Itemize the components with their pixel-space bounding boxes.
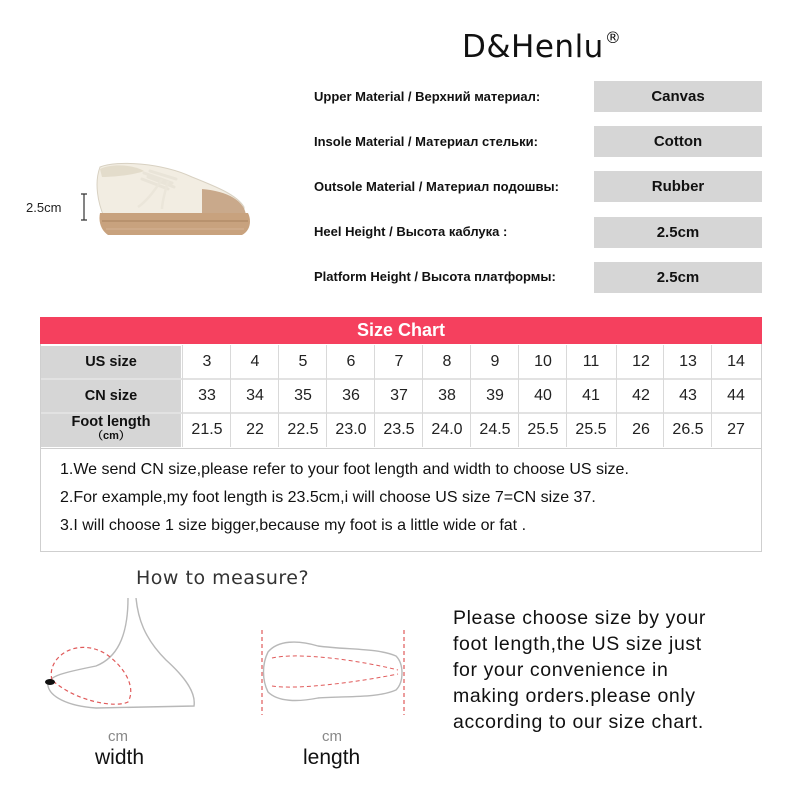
column-divider: [182, 345, 183, 447]
size-cell: 11: [582, 353, 600, 370]
size-advice: [453, 605, 773, 735]
heel-height-label: 2.5cm: [26, 200, 62, 215]
size-cell: 6: [346, 353, 356, 370]
foot-width-diagram: [36, 598, 206, 718]
size-cell: 4: [250, 353, 260, 370]
spec-label-insole: Insole Material / Материал стельки:: [314, 134, 538, 149]
column-divider: [663, 345, 664, 447]
spec-value-upper: Canvas: [594, 81, 762, 112]
size-chart-title: Size Chart: [40, 317, 762, 344]
size-cell: 24.5: [479, 421, 511, 438]
brand-logo: D&Henlu®: [462, 28, 622, 65]
note-3: 3.I will choose 1 size bigger,because my foot is a little wide or fat .: [60, 517, 527, 534]
height-bracket-icon: [80, 193, 88, 221]
size-cell: 9: [490, 353, 500, 370]
foot-length-diagram: [258, 630, 408, 715]
size-cell: 12: [632, 353, 650, 370]
spec-label-outsole: Outsole Material / Материал подошвы:: [314, 179, 559, 194]
size-cell: 22: [246, 421, 264, 438]
row-label-us: US size: [41, 346, 181, 378]
note-1: 1.We send CN size,please refer to your foot length and width to choose US size.: [60, 461, 629, 478]
foot-length-unit: （cm）: [92, 430, 130, 442]
size-cell: 38: [438, 387, 456, 404]
size-cell: 26: [632, 421, 650, 438]
column-divider: [374, 345, 375, 447]
column-divider: [711, 345, 712, 447]
size-cell: 24.0: [431, 421, 463, 438]
size-cell: 25.5: [527, 421, 559, 438]
spec-label-upper: Upper Material / Верхний материал:: [314, 89, 541, 104]
column-divider: [518, 345, 519, 447]
size-cell: 44: [727, 387, 745, 404]
column-divider: [616, 345, 617, 447]
row-divider: [41, 378, 761, 380]
size-cell: 34: [246, 387, 264, 404]
size-cell: 35: [294, 387, 312, 404]
column-divider: [470, 345, 471, 447]
size-cell: 41: [582, 387, 600, 404]
size-cell: 8: [442, 353, 452, 370]
row-divider: [41, 412, 761, 414]
size-cell: 27: [727, 421, 745, 438]
size-cell: 43: [679, 387, 697, 404]
size-cell: 22.5: [287, 421, 319, 438]
size-cell: 42: [632, 387, 650, 404]
spec-value-insole: Cotton: [594, 126, 762, 157]
size-cell: 21.5: [191, 421, 223, 438]
how-to-measure-title: How to measure?: [136, 567, 310, 589]
spec-value-outsole: Rubber: [594, 171, 762, 202]
row-label-cn: CN size: [41, 380, 181, 412]
width-label: width: [95, 746, 145, 769]
size-cell: 25.5: [575, 421, 607, 438]
size-cell: 23.0: [335, 421, 367, 438]
advice-line: making orders.please only: [453, 685, 696, 707]
note-2: 2.For example,my foot length is 23.5cm,i will choose US size 7=CN size 37.: [60, 489, 596, 506]
row-label-foot-length: [41, 414, 181, 447]
column-divider: [326, 345, 327, 447]
width-unit: cm: [108, 728, 128, 745]
length-unit: cm: [322, 728, 342, 745]
size-cell: 14: [727, 353, 745, 370]
spec-value-heel: 2.5cm: [594, 217, 762, 248]
size-cell: 33: [198, 387, 216, 404]
size-cell: 13: [679, 353, 697, 370]
column-divider: [278, 345, 279, 447]
advice-line: foot length,the US size just: [453, 633, 702, 655]
size-cell: 3: [202, 353, 212, 370]
spec-value-platform: 2.5cm: [594, 262, 762, 293]
column-divider: [422, 345, 423, 447]
spec-label-heel: Heel Height / Высота каблука :: [314, 224, 508, 239]
advice-line: for your convenience in: [453, 659, 669, 681]
size-cell: 37: [390, 387, 408, 404]
size-cell: 23.5: [383, 421, 415, 438]
size-cell: 10: [534, 353, 552, 370]
spec-label-platform: Platform Height / Высота платформы:: [314, 269, 556, 284]
size-cell: 36: [342, 387, 360, 404]
size-cell: 5: [298, 353, 308, 370]
column-divider: [566, 345, 567, 447]
advice-line: according to our size chart.: [453, 711, 704, 733]
length-label: length: [303, 746, 361, 769]
size-cell: 7: [394, 353, 404, 370]
size-cell: 26.5: [672, 421, 704, 438]
size-cell: 39: [486, 387, 504, 404]
foot-length-label: Foot length: [71, 414, 151, 430]
column-divider: [230, 345, 231, 447]
advice-line: Please choose size by your: [453, 607, 706, 629]
size-cell: 40: [534, 387, 552, 404]
